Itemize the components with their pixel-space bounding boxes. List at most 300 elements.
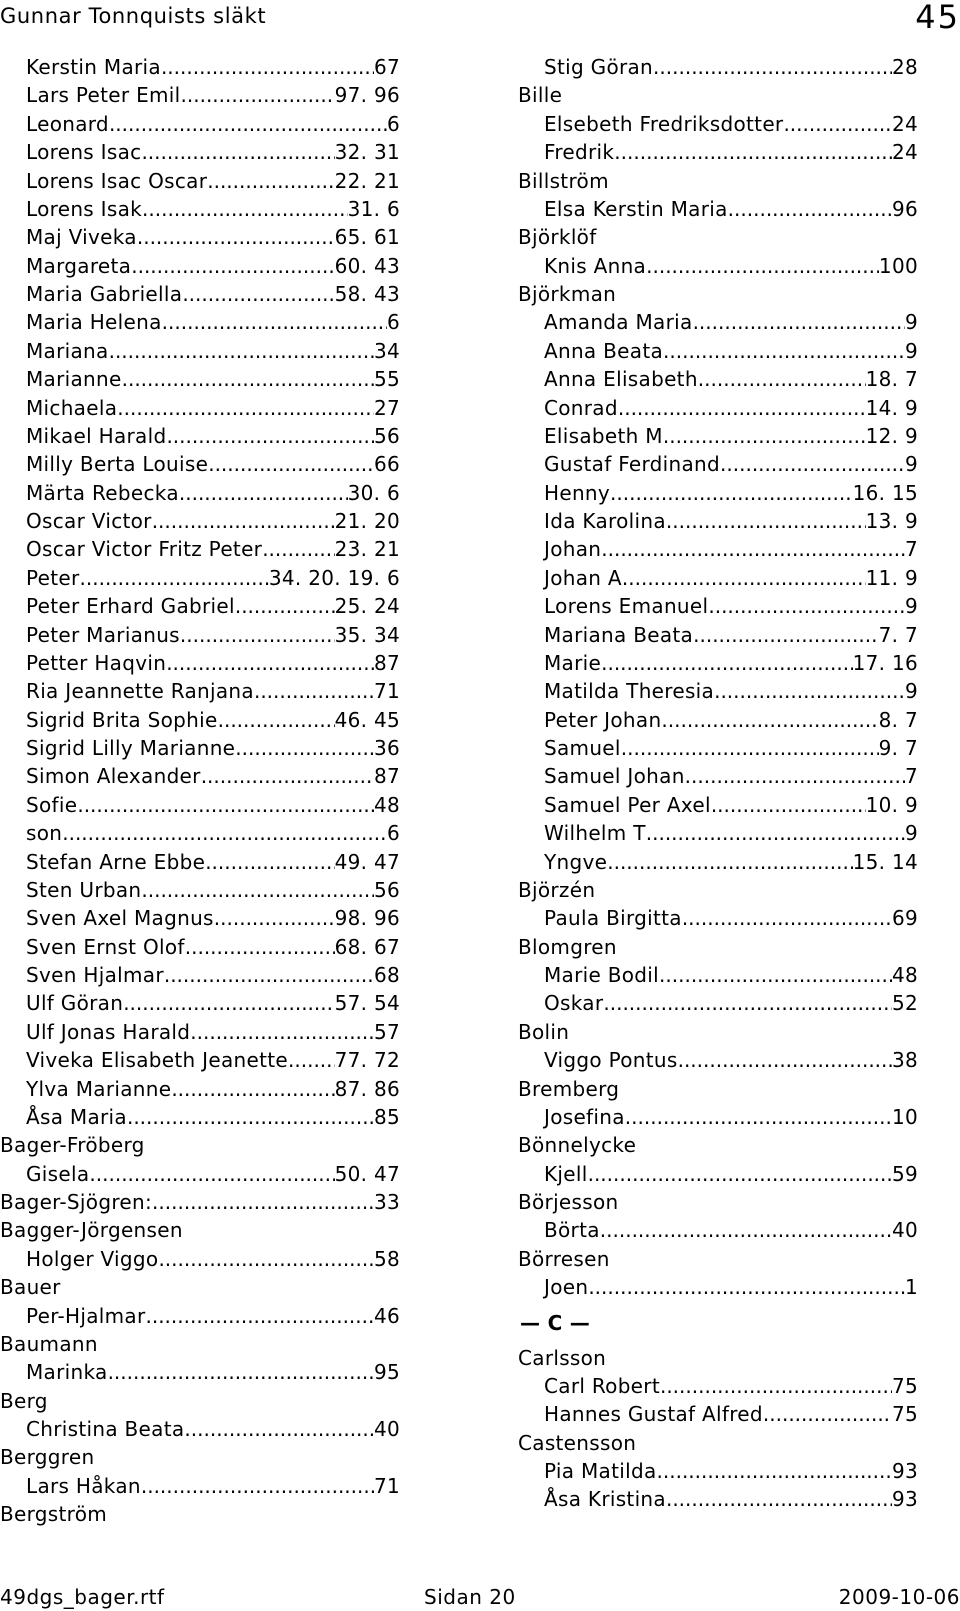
dot-leader	[783, 110, 891, 138]
entry-name: Gisela	[26, 1161, 90, 1186]
index-entry	[0, 1415, 400, 1443]
entry-name: Marie	[544, 650, 602, 675]
dot-leader	[666, 507, 866, 535]
dot-leader	[607, 848, 852, 876]
index-entry	[0, 1472, 400, 1500]
entry-pages: 13. 9	[865, 509, 918, 533]
surname-heading: Björkman	[518, 282, 617, 306]
dot-leader	[693, 308, 905, 336]
entry-pages: 57. 54	[334, 991, 400, 1016]
index-entry	[0, 1302, 400, 1330]
dot-leader	[214, 904, 335, 932]
entry-pages: 24	[891, 140, 918, 165]
entry-name: Kjell	[544, 1161, 588, 1186]
entry-name: Märta Rebecka	[26, 480, 179, 505]
entry-pages: 27	[373, 395, 400, 420]
index-entry	[0, 337, 400, 365]
entry-pages: 71	[373, 679, 400, 704]
dot-leader	[235, 734, 374, 762]
index-entry	[518, 1400, 918, 1428]
index-entry	[518, 791, 918, 819]
entry-pages: 7	[904, 537, 918, 562]
dot-leader	[141, 876, 374, 904]
entry-pages: 75	[891, 1402, 918, 1427]
entry-name: son	[26, 821, 63, 846]
entry-pages: 10	[891, 1104, 918, 1129]
entry-pages: 9	[904, 679, 918, 704]
entry-pages: 9	[904, 452, 918, 477]
entry-name: Anna Beata	[544, 338, 664, 363]
dot-leader	[663, 422, 866, 450]
dot-leader	[603, 989, 892, 1017]
dot-leader	[127, 1103, 374, 1131]
dot-leader	[698, 365, 866, 393]
dot-leader	[682, 904, 892, 932]
dot-leader	[201, 762, 374, 790]
surname-heading: Bremberg	[518, 1076, 620, 1101]
surname-heading: Carlsson	[518, 1345, 607, 1370]
entry-pages: 9	[904, 338, 918, 363]
dot-leader	[152, 1188, 374, 1216]
entry-name: Sigrid Lilly Marianne	[26, 736, 236, 760]
surname-heading: Börresen	[518, 1246, 610, 1271]
entry-name: Lars Håkan	[26, 1473, 141, 1498]
surname-heading: Baumann	[0, 1331, 98, 1356]
entry-name: Michaela	[26, 395, 118, 420]
entry-pages: 21. 20	[334, 509, 400, 533]
entry-name: Marianne	[26, 367, 122, 392]
entry-name: Ylva Marianne	[26, 1076, 172, 1101]
index-entry	[518, 507, 918, 535]
index-entry	[518, 195, 918, 223]
index-entry	[0, 1103, 400, 1131]
entry-pages: 56	[373, 877, 400, 902]
surname-heading: Börjesson	[518, 1190, 619, 1214]
dot-leader	[678, 1046, 892, 1074]
entry-name: Yngve	[544, 849, 608, 874]
dot-leader	[122, 365, 374, 393]
entry-name: Elsebeth Fredriksdotter	[544, 111, 784, 136]
entry-pages: 60. 43	[334, 253, 400, 278]
index-entry	[518, 337, 918, 365]
dot-leader	[254, 677, 374, 705]
index-entry	[518, 564, 918, 592]
entry-name: Elsa Kerstin Maria	[544, 196, 728, 221]
entry-name: Matilda Theresia	[544, 679, 715, 704]
entry-name: Amanda Maria	[544, 310, 693, 335]
index-entry	[0, 961, 400, 989]
dot-leader	[161, 53, 374, 81]
surname-heading: Castensson	[518, 1430, 637, 1455]
dot-leader	[625, 1103, 892, 1131]
dot-leader	[182, 280, 334, 308]
entry-name: Ulf Göran	[26, 991, 124, 1016]
index-entry	[0, 167, 400, 195]
index-entry	[518, 706, 918, 734]
dot-leader	[763, 1400, 892, 1428]
entry-name: Mikael Harald	[26, 423, 167, 448]
entry-name: Peter Erhard Gabriel	[26, 594, 235, 619]
index-entry	[0, 706, 400, 734]
entry-pages: 18. 7	[865, 367, 918, 392]
entry-pages: 28	[891, 55, 918, 79]
entry-name: Per-Hjalmar	[26, 1303, 146, 1328]
index-entry	[518, 1046, 918, 1074]
entry-name: Marie Bodil	[544, 963, 660, 987]
index-entry	[0, 53, 400, 81]
entry-pages: 14. 9	[865, 395, 918, 420]
entry-name: Börta	[544, 1218, 600, 1243]
index-entry	[0, 1245, 400, 1273]
dot-leader	[180, 621, 335, 649]
entry-pages: 31. 6	[347, 196, 400, 221]
entry-pages: 68. 67	[334, 934, 400, 959]
index-entry	[518, 1216, 918, 1244]
page-number: 45	[915, 0, 960, 36]
footer-page-label: Sidan 20	[424, 1585, 516, 1609]
entry-pages: 46. 45	[334, 707, 400, 732]
entry-pages: 59	[891, 1161, 918, 1186]
dot-leader	[123, 989, 334, 1017]
entry-name: Gustaf Ferdinand	[544, 452, 721, 477]
entry-pages: 6	[386, 821, 400, 846]
entry-pages: 66	[373, 452, 400, 477]
dot-leader	[208, 450, 374, 478]
index-entry	[0, 394, 400, 422]
entry-name: Lorens Emanuel	[544, 594, 709, 619]
dot-leader	[117, 394, 374, 422]
index-entry	[518, 1103, 918, 1131]
index-entry	[0, 507, 400, 535]
dot-leader	[166, 649, 374, 677]
surname-heading: Bille	[518, 83, 563, 108]
dot-leader	[152, 507, 335, 535]
entry-name: Oskar	[544, 991, 604, 1016]
surname-heading: Bager-Fröberg	[0, 1133, 145, 1158]
dot-leader	[711, 791, 866, 819]
index-entry	[518, 479, 918, 507]
entry-name: Pia Matilda	[544, 1459, 657, 1483]
dot-leader	[164, 961, 374, 989]
footer-filename: 49dgs_bager.rtf	[0, 1585, 165, 1609]
dot-leader	[171, 1075, 334, 1103]
entry-name: Carl Robert	[544, 1373, 660, 1398]
index-entry	[0, 762, 400, 790]
entry-pages: 48	[373, 792, 400, 817]
index-entry	[0, 535, 400, 563]
entry-pages: 33	[373, 1190, 400, 1214]
index-entry	[0, 138, 400, 166]
entry-name: Ulf Jonas Harald	[26, 1019, 191, 1044]
entry-name: Peter	[26, 565, 80, 590]
index-entry	[0, 1075, 400, 1103]
dot-leader	[610, 479, 853, 507]
index-entry	[0, 621, 400, 649]
index-entry	[0, 1188, 400, 1216]
dot-leader	[205, 848, 334, 876]
entry-pages: 77. 72	[334, 1048, 400, 1073]
surname-heading: Berggren	[0, 1445, 95, 1470]
entry-name: Peter Johan	[544, 707, 662, 732]
dot-leader	[131, 252, 334, 280]
dot-leader	[660, 1372, 892, 1400]
entry-name: Johan	[544, 537, 602, 562]
entry-name: Sven Hjalmar	[26, 963, 164, 987]
entry-name: Lorens Isac Oscar	[26, 168, 208, 193]
dot-leader	[588, 1160, 892, 1188]
entry-pages: 32. 31	[334, 140, 400, 165]
entry-pages: 9. 7	[878, 736, 918, 760]
entry-pages: 46	[373, 1303, 400, 1328]
index-entry	[518, 1372, 918, 1400]
entry-name: Christina Beata	[26, 1417, 185, 1441]
index-entry	[0, 450, 400, 478]
index-entry	[0, 479, 400, 507]
dot-leader	[109, 110, 387, 138]
dot-leader	[179, 479, 348, 507]
dot-leader	[661, 706, 878, 734]
entry-pages: 9	[904, 594, 918, 619]
entry-pages: 36	[373, 736, 400, 760]
entry-pages: 100	[878, 253, 918, 278]
dot-leader	[185, 933, 335, 961]
entry-name: Stefan Arne Ebbe	[26, 849, 206, 874]
entry-name: Marinka	[26, 1360, 108, 1385]
dot-leader	[218, 706, 335, 734]
footer-date: 2009-10-06	[838, 1585, 960, 1609]
index-entry	[518, 904, 918, 932]
index-entry	[518, 365, 918, 393]
entry-name: Samuel	[544, 736, 621, 760]
entry-name: Kerstin Maria	[26, 55, 161, 79]
entry-name: Sigrid Brita Sophie	[26, 707, 218, 732]
entry-pages: 67	[373, 55, 400, 79]
entry-pages: 98. 96	[334, 906, 400, 931]
entry-name: Lars Peter Emil	[26, 83, 181, 108]
entry-pages: 6	[386, 111, 400, 136]
dot-leader	[588, 1273, 905, 1301]
entry-pages: 85	[373, 1104, 400, 1129]
entry-name: Åsa Kristina	[544, 1487, 666, 1512]
dot-leader	[145, 1302, 373, 1330]
dot-leader	[601, 535, 905, 563]
entry-pages: 50. 47	[334, 1161, 400, 1186]
dot-leader	[646, 252, 879, 280]
dot-leader	[693, 621, 879, 649]
index-entry	[518, 989, 918, 1017]
index-entry	[518, 649, 918, 677]
entry-name: Åsa Maria	[26, 1104, 127, 1129]
dot-leader	[181, 81, 335, 109]
index-entry	[0, 195, 400, 223]
entry-name: Wilhelm T	[544, 821, 646, 846]
entry-pages: 1	[904, 1275, 918, 1300]
entry-name: Petter Haqvin	[26, 650, 167, 675]
index-entry	[518, 734, 918, 762]
index-column-left	[0, 53, 400, 1529]
index-entry	[0, 904, 400, 932]
entry-pages: 96	[891, 196, 918, 221]
dot-leader	[714, 677, 905, 705]
index-entry	[0, 1358, 400, 1386]
index-entry	[518, 621, 918, 649]
entry-pages: 7. 7	[878, 622, 918, 647]
entry-name: Viveka Elisabeth Jeanette	[26, 1048, 289, 1073]
entry-pages: 71	[373, 1473, 400, 1498]
entry-pages: 48	[891, 963, 918, 987]
entry-pages: 87. 86	[334, 1076, 400, 1101]
entry-name: Maj Viveka	[26, 225, 137, 250]
dot-leader	[708, 592, 905, 620]
surname-heading: Bagger-Jörgensen	[0, 1218, 183, 1243]
dot-leader	[622, 564, 866, 592]
entry-name: Sofie	[26, 792, 78, 817]
dot-leader	[235, 592, 335, 620]
dot-leader	[646, 819, 905, 847]
index-entry	[518, 422, 918, 450]
index-entry	[518, 592, 918, 620]
entry-name: Simon Alexander	[26, 764, 201, 789]
dot-leader	[666, 1485, 892, 1513]
entry-name: Peter Marianus	[26, 622, 180, 647]
dot-leader	[262, 535, 334, 563]
dot-leader	[659, 961, 892, 989]
entry-pages: 65. 61	[334, 225, 400, 250]
entry-pages: 87	[373, 650, 400, 675]
entry-name: Joen	[544, 1275, 589, 1300]
entry-pages: 35. 34	[334, 622, 400, 647]
dot-leader	[166, 422, 373, 450]
index-entry	[0, 252, 400, 280]
dot-leader	[190, 1018, 374, 1046]
index-entry	[518, 535, 918, 563]
index-entry	[0, 989, 400, 1017]
entry-pages: 15. 14	[852, 849, 918, 874]
index-entry	[0, 81, 400, 109]
dot-leader	[137, 223, 335, 251]
entry-name: Anna Elisabeth	[544, 367, 698, 392]
index-entry	[0, 677, 400, 705]
entry-pages: 11. 9	[865, 565, 918, 590]
dot-leader	[618, 394, 866, 422]
dot-leader	[109, 337, 374, 365]
index-entry	[518, 394, 918, 422]
entry-name: Oscar Victor Fritz Peter	[26, 537, 263, 562]
index-entry	[518, 819, 918, 847]
entry-name: Lorens Isac	[26, 140, 142, 165]
entry-pages: 87	[373, 764, 400, 789]
entry-pages: 22. 21	[334, 168, 400, 193]
index-entry	[518, 1457, 918, 1485]
index-entry	[0, 1160, 400, 1188]
surname-heading: Bolin	[518, 1019, 570, 1044]
dot-leader	[614, 138, 892, 166]
entry-pages: 95	[373, 1360, 400, 1385]
entry-pages: 7	[904, 764, 918, 789]
page-footer	[0, 1585, 960, 1611]
dot-leader	[142, 195, 348, 223]
entry-pages: 56	[373, 423, 400, 448]
entry-pages: 34. 20. 19. 6	[268, 565, 400, 590]
dot-leader	[657, 1457, 892, 1485]
entry-name: Maria Helena	[26, 310, 162, 335]
entry-name: Oscar Victor	[26, 509, 152, 533]
entry-name: Viggo Pontus	[544, 1048, 678, 1073]
dot-leader	[141, 138, 334, 166]
index-entry	[518, 450, 918, 478]
entry-name: Sven Ernst Olof	[26, 934, 185, 959]
index-entry	[0, 365, 400, 393]
entry-pages: 9	[904, 821, 918, 846]
index-entry	[518, 308, 918, 336]
index-entry	[518, 1273, 918, 1301]
index-entry	[0, 223, 400, 251]
index-entry	[0, 564, 400, 592]
entry-name: Sven Axel Magnus	[26, 906, 214, 931]
dot-leader	[89, 1160, 334, 1188]
entry-pages: 8. 7	[878, 707, 918, 732]
dot-leader	[158, 1245, 373, 1273]
entry-name: Samuel Per Axel	[544, 792, 711, 817]
entry-name: Hannes Gustaf Alfred	[544, 1402, 763, 1427]
document-title: Gunnar Tonnquists släkt	[0, 4, 267, 28]
entry-name: Milly Berta Louise	[26, 452, 209, 477]
surname-heading: Berg	[0, 1388, 48, 1413]
index-entry	[0, 308, 400, 336]
index-entry	[0, 280, 400, 308]
entry-pages: 23. 21	[334, 537, 400, 562]
index-entry	[518, 1160, 918, 1188]
entry-pages: 93	[891, 1487, 918, 1512]
index-entry	[0, 876, 400, 904]
dot-leader	[162, 308, 387, 336]
entry-pages: 68	[373, 963, 400, 987]
dot-leader	[288, 1046, 335, 1074]
entry-pages: 38	[891, 1048, 918, 1073]
index-entry	[0, 819, 400, 847]
entry-name: Johan A	[544, 565, 622, 590]
index-entry	[518, 110, 918, 138]
entry-pages: 55	[373, 367, 400, 392]
entry-pages: 16. 15	[852, 480, 918, 505]
entry-pages: 69	[891, 906, 918, 931]
dot-leader	[685, 762, 905, 790]
entry-pages: 12. 9	[865, 423, 918, 448]
index-entry	[518, 961, 918, 989]
entry-pages: 40	[891, 1218, 918, 1243]
index-entry	[518, 252, 918, 280]
dot-leader	[653, 53, 892, 81]
index-entry	[518, 762, 918, 790]
index-entry	[0, 592, 400, 620]
entry-pages: 6	[386, 310, 400, 335]
entry-pages: 57	[373, 1019, 400, 1044]
entry-name: Stig Göran	[544, 55, 654, 79]
entry-pages: 25. 24	[334, 594, 400, 619]
entry-pages: 40	[373, 1417, 400, 1441]
dot-leader	[600, 1216, 892, 1244]
surname-heading: Bergström	[0, 1502, 108, 1527]
dot-leader	[663, 337, 905, 365]
dot-leader	[141, 1472, 374, 1500]
entry-pages: 93	[891, 1459, 918, 1483]
entry-name: Paula Birgitta	[544, 906, 682, 931]
entry-name: Knis Anna	[544, 253, 647, 278]
entry-pages: 9	[904, 310, 918, 335]
entry-pages: 24	[891, 111, 918, 136]
entry-name: Bager-Sjögren:	[0, 1190, 153, 1214]
index-entry	[0, 110, 400, 138]
